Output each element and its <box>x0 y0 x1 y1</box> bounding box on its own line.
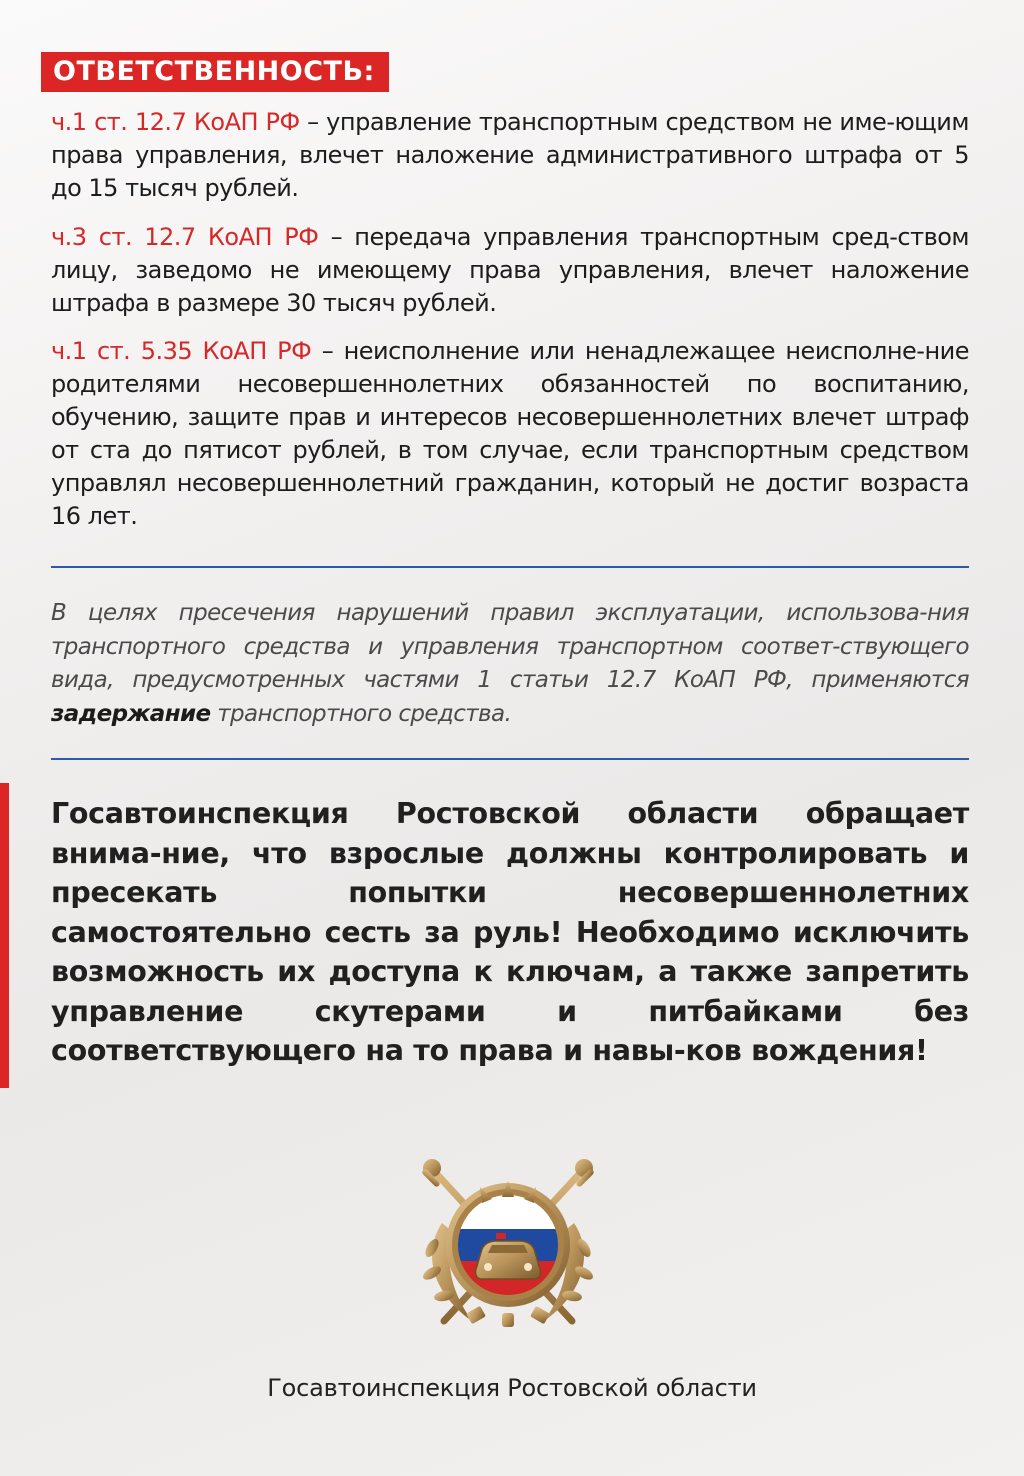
section-divider <box>51 758 969 760</box>
footer-signature: Госавтоинспекция Ростовской области <box>267 1374 757 1402</box>
responsibility-item <box>51 335 969 533</box>
article-description: – неисполнение или ненадлежащее неисполне-ние родителями несовершеннолетних обязанностей по воспитанию, обучению, защите прав и интересов несовершеннолетних влечет штраф от ста до пятисот рублей, в том случае, если транспортным средством управлял несовершеннолетний гражданин, который не достиг возраста 16 лет. <box>51 337 969 530</box>
section-divider <box>51 566 969 568</box>
responsibility-item <box>51 221 969 320</box>
note-emphasis: задержание <box>51 700 211 727</box>
article-description: – управление транспортным средством не име-ющим права управления, влечет наложение административного штрафа от 5 до 15 тысяч рублей. <box>51 108 969 202</box>
responsibility-heading: ОТВЕТСТВЕННОСТЬ: <box>41 52 389 92</box>
inspection-notice: Госавтоинспекция Ростовской области обращает внима-ние, что взрослые должны контролировать и пресекать попытки несовершеннолетних самостоятельно сесть за руль! Необходимо исключить возможность их доступа к ключам, а также запретить управление скутерами и питбайками без соответствующего на то права и навы-ков вождения! <box>51 797 969 1067</box>
responsibility-item <box>51 106 969 205</box>
note-text-end: транспортного средства. <box>210 700 512 727</box>
article-reference: ч.1 ст. 5.35 КоАП РФ <box>51 337 312 365</box>
article-reference: ч.1 ст. 12.7 КоАП РФ <box>51 108 300 136</box>
traffic-police-emblem-icon <box>402 1153 614 1335</box>
article-reference: ч.3 ст. 12.7 КоАП РФ <box>51 223 319 251</box>
accent-bar <box>0 783 9 1088</box>
article-description: – передача управления транспортным сред-ством лицу, заведомо не имеющему права управления, влечет наложение штрафа в размере 30 тысяч рублей. <box>51 223 970 317</box>
note-text-start: В целях пресечения нарушений правил эксплуатации, использова-ния транспортного средства и управления транспортном соответ-ствующего вида, предусмотренных частями 1 статьи 12.7 КоАП РФ, применяются <box>51 600 969 693</box>
detention-note <box>51 597 969 731</box>
